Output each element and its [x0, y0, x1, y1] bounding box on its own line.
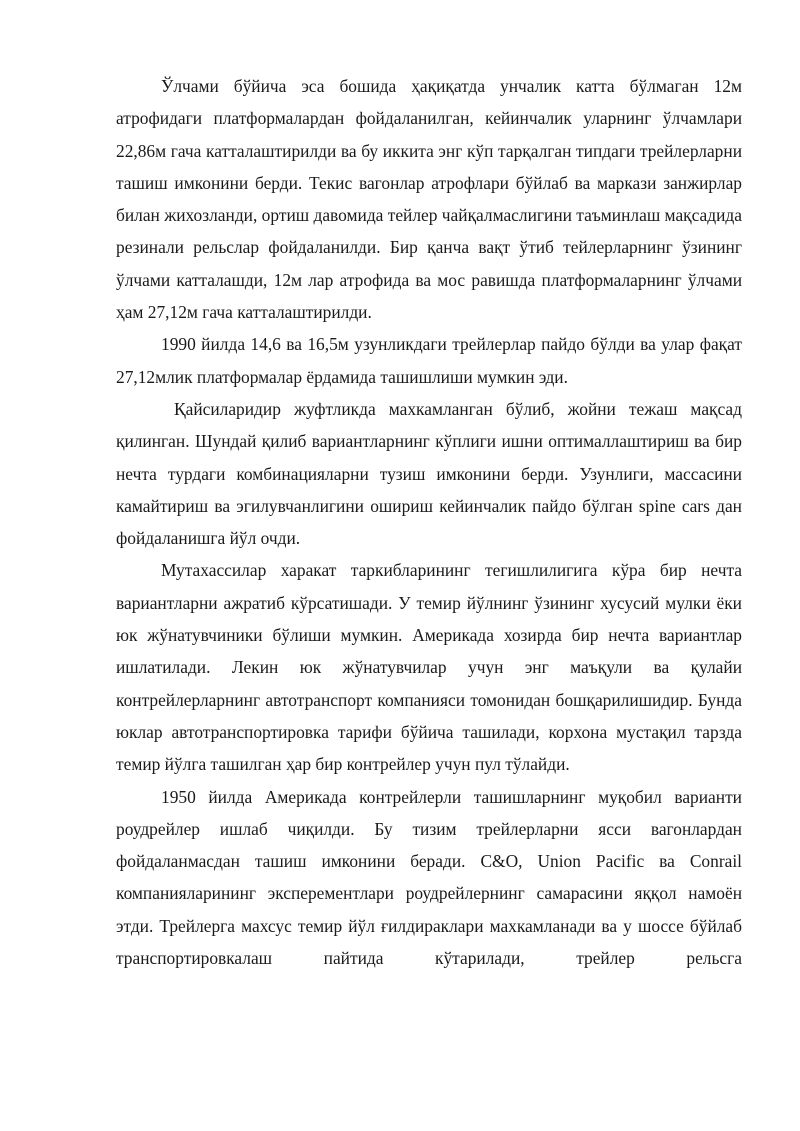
document-body [116, 70, 742, 974]
paragraph-1990-trailers: 1990 йилда 14,6 ва 16,5м узунликдаги трейлерлар пайдо бўлди ва улар фақат 27,12млик платформалар ёрдамида ташишлиши мумкин эди. [116, 334, 742, 387]
paragraph-roadrailer: 1950 йилда Америкада контрейлерли ташишларнинг муқобил варианти роудрейлер ишлаб чиқилди. Бу тизим трейлерларни ясси вагонлардан фойдаланмасдан ташиш имконини беради. C&O, Union Pacific ва Conrail компанияларининг эксперементлари роудрейлернинг самарасини яққол намоён этди. Трейлерга махсус темир йўл ғилдираклари махкамланади ва у шоссе бўйлаб транспортировкалаш пайтида кўтарилади, трейлер рельсга [116, 786, 742, 969]
paragraph-ownership-variants: Мутахассилар харакат таркибларининг тегишлилигига кўра бир нечта вариантларни ажратиб кўрсатишади. У темир йўлнинг ўзининг хусусий мулки ёки юк жўнатувчиники бўлиши мумкин. Америкада хозирда бир нечта вариантлар ишлатилади. Лекин юк жўнатувчилар учун энг маъқули ва қулайи контрейлерларнинг автотранспорт компанияси томонидан бошқарилишидир. Бунда юклар автотранспортировка тарифи бўйича ташилади, корхона мустақил тарзда темир йўлга ташилган ҳар бир контрейлер учун пул тўлайди. [116, 560, 742, 775]
paragraph-platform-sizes: Ўлчами бўйича эса бошида ҳақиқатда унчалик катта бўлмаган 12м атрофидаги платформалардан фойдаланилган, кейинчалик уларнинг ўлчамлари 22,86м гача катталаштирилди ва бу иккита энг кўп тарқалган типдаги трейлерларни ташиш имконини берди. Текис вагонлар атрофлари бўйлаб ва маркази занжирлар билан жихозланди, ортиш давомида тейлер чайқалмаслигини таъминлаш мақсадида резинали рельслар фойдаланилди. Бир қанча вақт ўтиб тейлерларнинг ўзининг ўлчами катталашди, 12м лар атрофида ва мос равишда платформаларнинг ўлчами ҳам 27,12м гача катталаштирилди. [116, 76, 742, 323]
paragraph-paired-mounting: Қайсиларидир жуфтликда махкамланган бўлиб, жойни тежаш мақсад қилинган. Шундай қилиб вариантларнинг кўплиги ишни оптималлаштириш ва бир нечта турдаги комбинацияларни тузиш имконини берди. Узунлиги, массасини камайтириш ва эгилувчанлигини ошириш кейинчалик пайдо бўлган spine cars дан фойдаланишга йўл очди. [116, 398, 742, 549]
